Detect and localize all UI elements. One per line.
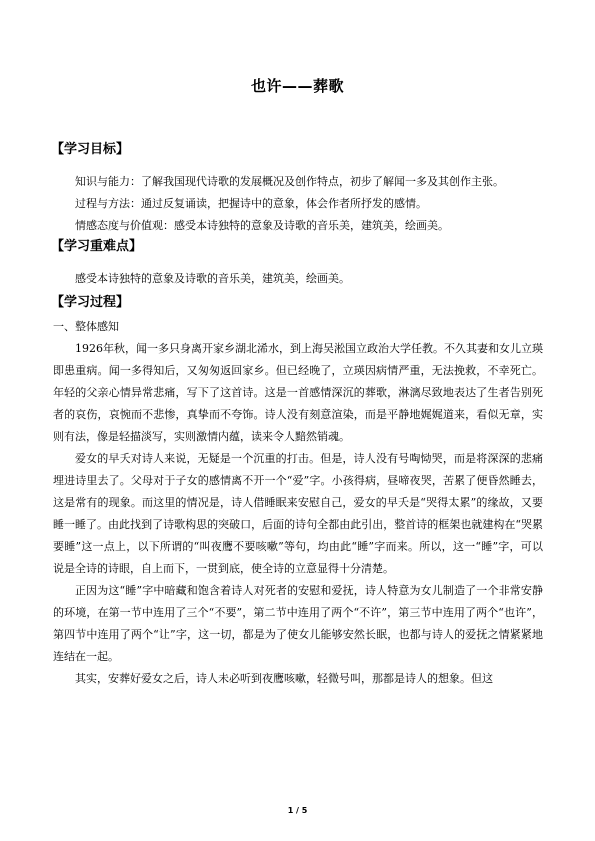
page-indicator: 1 / 5 — [287, 806, 308, 815]
goal-item: 知识与能力：了解我国现代诗歌的发展概况及创作特点，初步了解闻一多及其创作主张。 — [75, 175, 504, 188]
goal-item: 过程与方法：通过反复诵读，把握诗中的意象，体会作者所抒发的感情。 — [75, 197, 427, 210]
process-subheading: 一、整体感知 — [53, 320, 119, 333]
body-paragraph: 正因为这“睡”字中暗藏和饱含着诗人对死者的安慰和爱抚，诗人特意为女儿制造了一个非常安静的环境，在第一节中连用了三个“不要”，第二节中连用了两个“不许”，第三节中连用了两个“也许”，第四节中连用了两个“让”字，这一切，都是为了使女儿能够安然长眠，也都与诗人的爱抚之情紧紧地连结在一起。 — [53, 584, 543, 663]
body-paragraph: 其实，安葬好爱女之后，诗人未必听到夜鹰咳嗽，轻微号叫，那都是诗人的想象。但这 — [75, 672, 493, 685]
key-point-item: 感受本诗独特的意象及诗歌的音乐美，建筑美，绘画美。 — [75, 272, 350, 285]
body-paragraph: 爱女的早夭对诗人来说，无疑是一个沉重的打击。但是，诗人没有号啕恸哭，而是将深深的悲痛埋进诗里去了。父母对于子女的感情离不开一个“爱”字。小孩得病，昼啼夜哭，苦累了便昏然睡去，这是常有的现象。而这里的情况是，诗人借睡眠来安慰自己，爱女的早夭是“哭得太累”的缘故，又要睡一睡了。由此找到了诗歌构思的突破口，后面的诗句全都由此引出，整首诗的框架也就建构在“哭累要睡”这一点上，以下所谓的“叫夜鹰不要咳嗽”等句，均由此“睡”字而来。所以，这一“睡”字，可以说是全诗的诗眼，自上而下，一贯到底，使全诗的立意显得十分清楚。 — [53, 452, 543, 575]
document-body — [53, 140, 543, 690]
page-title: 也许——葬歌 — [250, 77, 344, 95]
body-paragraph: 1926年秋，闻一多只身离开家乡湖北浠水，到上海吴淞国立政治大学任教。不久其妻和女儿立瑛即患重病。闻一多得知后，又匆匆返回家乡。但已经晚了，立瑛因病情严重，无法挽救，不幸死亡。年轻的父亲心情异常悲痛，写下了这首诗。这是一首感情深沉的葬歌，淋漓尽致地表达了生者告别死者的哀伤，哀惋而不悲惨，真挚而不夸饰。诗人没有刻意渲染，而是平静地娓娓道来，看似无章，实则有法，像是轻描淡写，实则激情内蕴，读来令人黯然销魂。 — [53, 342, 543, 443]
section-heading-process: 【学习过程】 — [51, 295, 130, 310]
section-heading-goals: 【学习目标】 — [51, 142, 130, 157]
goal-item: 情感态度与价值观：感受本诗独特的意象及诗歌的音乐美，建筑美，绘画美。 — [75, 219, 449, 232]
section-heading-key-points: 【学习重难点】 — [51, 239, 143, 254]
